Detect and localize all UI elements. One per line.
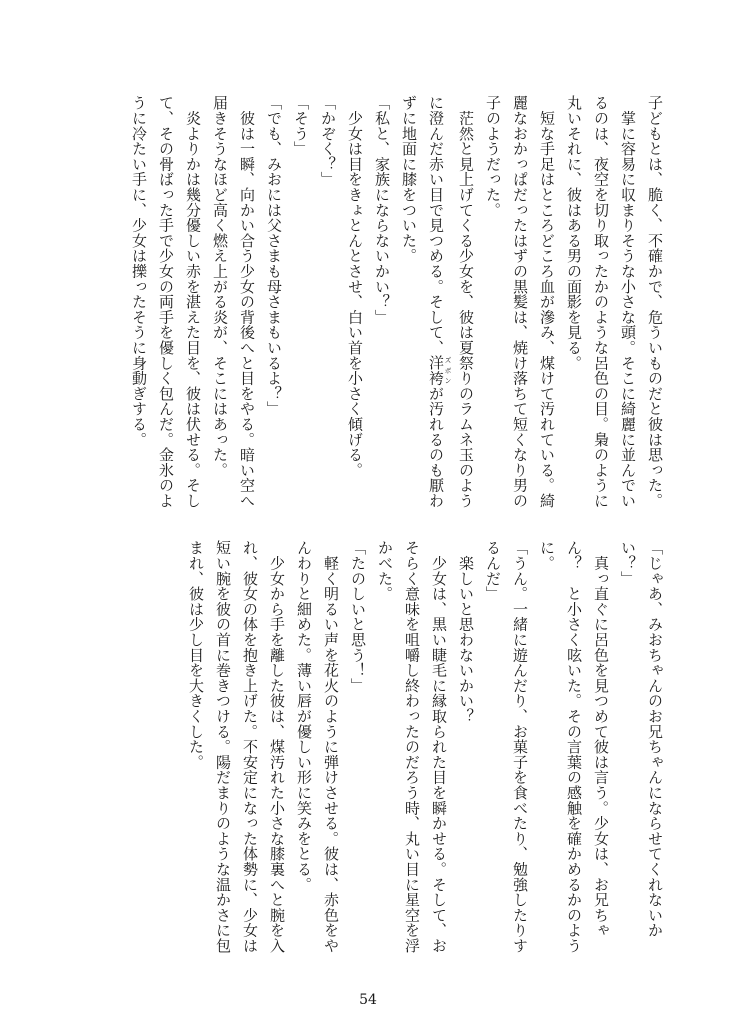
ruby-annotation — [427, 355, 452, 386]
text-line: れ、彼女の体を抱き上げた。不安定になった体勢に、少女は — [241, 540, 259, 954]
text-line: そらく意味を咀嚼し終わったのだろう時、丸い目に星空を浮 — [403, 540, 421, 954]
text-line: 少女は、黒い睫毛に縁取られた目を瞬かせる。そして、お — [430, 540, 448, 954]
text-line: い？」 — [619, 540, 637, 586]
text-line: て、その骨ばった手で少女の両手を優しく包んだ。金氷のよ — [157, 95, 175, 509]
text-line: 「かぞく？」 — [319, 95, 337, 187]
text-line — [422, 95, 452, 515]
text-line: 丸いそれに、彼はある男の面影を見る。 — [565, 95, 583, 371]
ruby-text: ズボン — [444, 355, 452, 386]
text-line: 「そう」 — [292, 95, 310, 157]
text-block-top — [125, 95, 668, 515]
text-line: 短い腕を彼の首に巻きつける。陽だまりのような温かさに包 — [214, 540, 232, 954]
text-line: 「たのしいと思う！」 — [349, 540, 367, 693]
ruby-base: 洋袴 — [427, 355, 445, 386]
text-line: ずに地面に膝をついた。 — [400, 95, 418, 264]
text-line: 彼は一瞬、向かい合う少女の背後へと目をやる。暗い空へ — [238, 95, 256, 509]
page-number: 54 — [359, 992, 377, 1008]
text-block-bottom — [182, 540, 668, 960]
text-line: 少女は目をきょとんとさせ、白い首を小さく傾げる。 — [346, 95, 364, 478]
text-line: るんだ」 — [484, 540, 502, 602]
text-line: 真っ直ぐに呂色を見つめて彼は言う。少女は、お兄ちゃ — [592, 540, 610, 938]
text-line: 「でも、みおには父さまも母さまもいるよ？」 — [265, 95, 283, 417]
text-line: 掌に容易に収まりそうな小さな頭。そこに綺麗に並んでい — [619, 95, 637, 509]
text-segment: が汚れるのも厭わ — [427, 385, 445, 509]
text-line: 少女から手を離した彼は、煤汚れた小さな膝裏へと腕を入 — [268, 540, 286, 954]
text-line: 「じゃあ、みおちゃんのお兄ちゃんにならせてくれないか — [646, 540, 664, 938]
text-line: 茫然と見上げてくる少女を、彼は夏祭りのラムネ玉のよう — [457, 95, 475, 509]
text-line: まれ、彼は少し目を大きくした。 — [187, 540, 205, 770]
text-segment: に澄んだ赤い目で見つめる。そして、 — [427, 95, 445, 356]
text-line: 「私と、家族にならないかい？」 — [373, 95, 391, 325]
text-line: 「うん。一緒に遊んだり、お菓子を食べたり、勉強したりす — [511, 540, 529, 954]
text-line: るのは、夜空を切り取ったかのような呂色の目。梟のように — [592, 95, 610, 509]
text-line: に。 — [538, 540, 556, 571]
text-line: 楽しいと思わないかい？ — [457, 540, 475, 724]
text-line: 届きそうなほど高く燃え上がる炎が、そこにはあった。 — [211, 95, 229, 478]
text-line: ん？ と小さく呟いた。その言葉の感触を確かめるかのよう — [565, 540, 583, 954]
text-line: かべた。 — [376, 540, 394, 602]
text-line: 短な手足はところどころ血が滲み、煤けて汚れている。綺 — [538, 95, 556, 509]
text-line: うに冷たい手に、少女は擽ったそうに身動ぎする。 — [130, 95, 148, 447]
text-line: 炎よりかは幾分優しい赤を湛えた目を、彼は伏せる。そし — [184, 95, 202, 509]
text-line: 麗なおかっぱだったはずの黒髪は、焼け落ちて短くなり男の — [511, 95, 529, 509]
text-line: 軽く明るい声を花火のように弾けさせる。彼は、赤色をや — [322, 540, 340, 954]
text-line: 子どもとは、脆く、不確かで、危ういものだと彼は思った。 — [646, 95, 664, 509]
text-line: 子のようだった。 — [484, 95, 502, 218]
text-line: んわりと細めた。薄い唇が優しい形に笑みをとる。 — [295, 540, 313, 892]
